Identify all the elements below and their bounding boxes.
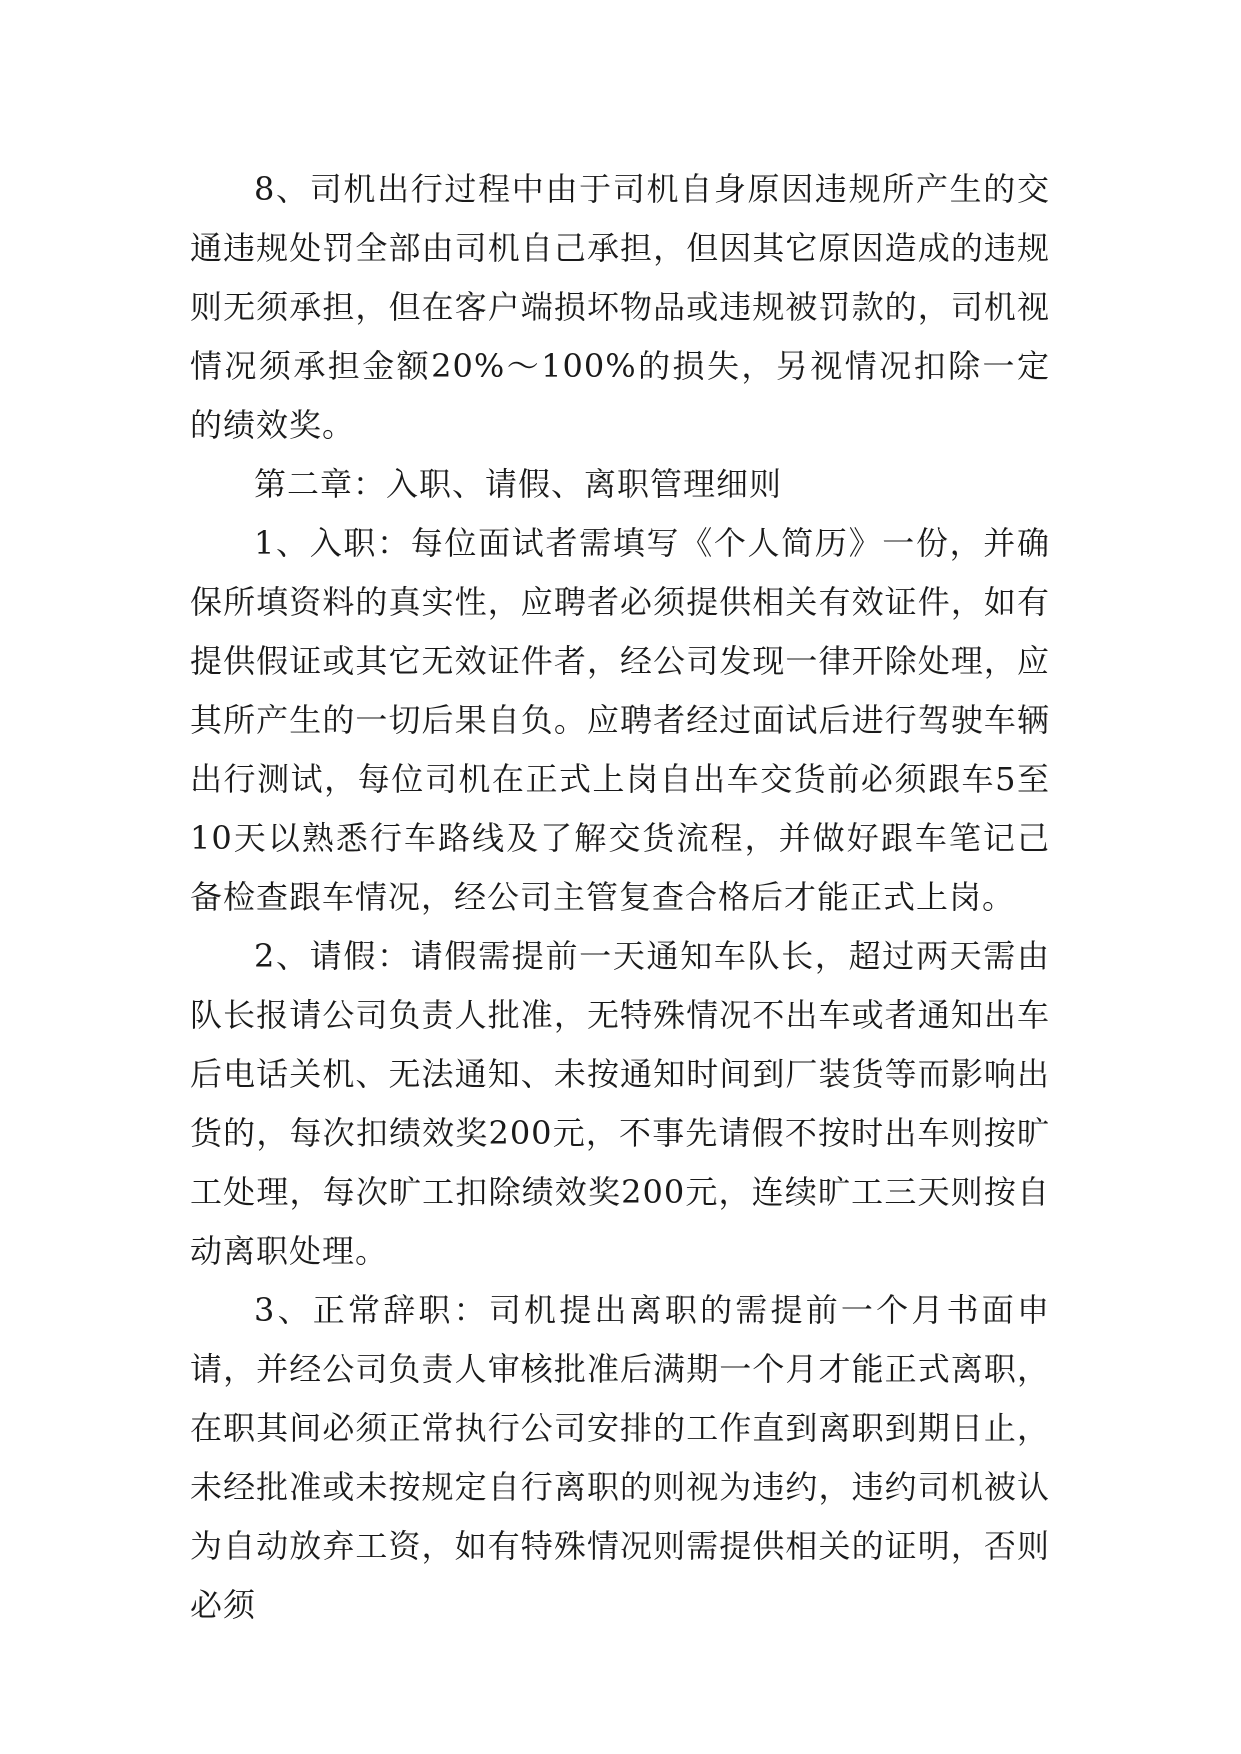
paragraph-onboarding: 1、入职：每位面试者需填写《个人简历》一份，并确保所填资料的真实性，应聘者必须提供相关有效证件，如有提供假证或其它无效证件者，经公司发现一律开除处理，应其所产生的一切后果自负。应聘者经过面试后进行驾驶车辆出行测试，每位司机在正式上岗自出车交货前必须跟车5至10天以熟悉行车路线及了解交货流程，并做好跟车笔记己备检查跟车情况，经公司主管复查合格后才能正式上岗。	[190, 524, 1050, 916]
document-body	[190, 160, 1050, 1635]
paragraph-resignation: 3、正常辞职：司机提出离职的需提前一个月书面申请，并经公司负责人审核批准后满期一个月才能正式离职，在职其间必须正常执行公司安排的工作直到离职到期日止，未经批准或未按规定自行离职的则视为违约，违约司机被认为自动放弃工资，如有特殊情况则需提供相关的证明，否则必须	[190, 1291, 1050, 1624]
paragraph-leave: 2、请假：请假需提前一天通知车队长，超过两天需由队长报请公司负责人批准，无特殊情况不出车或者通知出车后电话关机、无法通知、未按通知时间到厂装货等而影响出货的，每次扣绩效奖200元，不事先请假不按时出车则按旷工处理，每次旷工扣除绩效奖200元，连续旷工三天则按自动离职处理。	[190, 937, 1050, 1270]
chapter-heading: 第二章：入职、请假、离职管理细则	[254, 465, 783, 503]
paragraph-driver-violation: 8、司机出行过程中由于司机自身原因违规所产生的交通违规处罚全部由司机自己承担，但因其它原因造成的违规则无须承担，但在客户端损坏物品或违规被罚款的，司机视情况须承担金额20%～100%的损失，另视情况扣除一定的绩效奖。	[190, 170, 1050, 444]
